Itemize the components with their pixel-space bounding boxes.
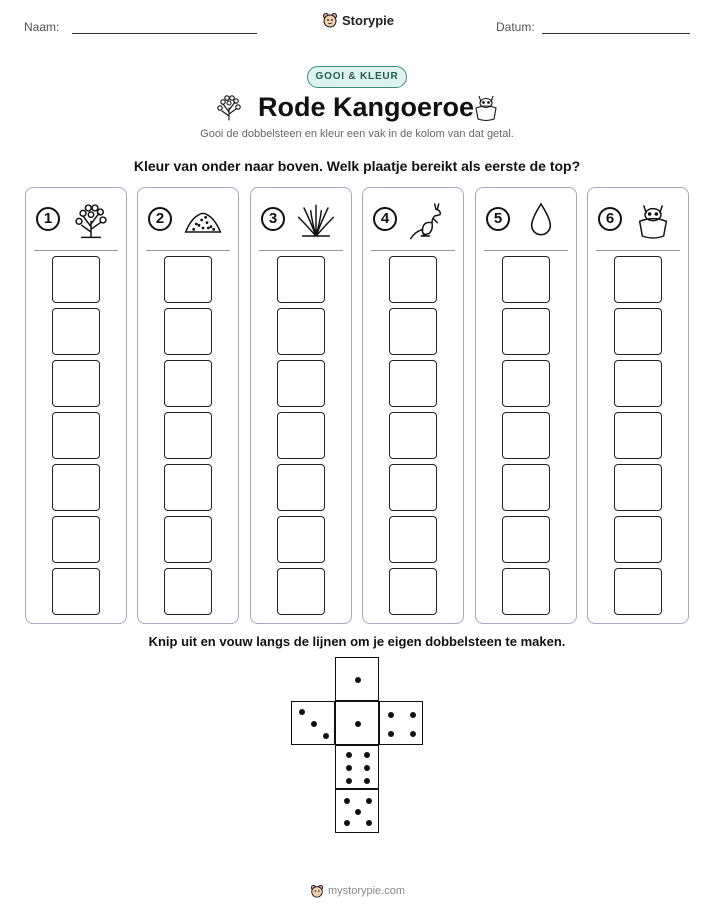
color-cell[interactable] — [277, 412, 325, 459]
color-cell[interactable] — [614, 516, 662, 563]
die-face-4 — [379, 701, 423, 745]
color-cell[interactable] — [614, 256, 662, 303]
die-pip — [346, 778, 352, 784]
bush-icon — [71, 200, 111, 240]
color-cell[interactable] — [389, 360, 437, 407]
column-4 — [362, 187, 464, 624]
column-divider — [484, 250, 568, 251]
column-header — [373, 200, 453, 240]
coloring-instruction: Kleur van onder naar boven. Welk plaatje bereikt als eerste de top? — [133, 158, 581, 174]
die-pip — [346, 765, 352, 771]
column-header — [486, 200, 566, 240]
column-divider — [146, 250, 230, 251]
color-cell[interactable] — [502, 256, 550, 303]
color-cell[interactable] — [52, 360, 100, 407]
column-header — [261, 200, 341, 240]
storypie-mascot-icon — [310, 884, 324, 898]
die-pip — [311, 721, 317, 727]
activity-badge: GOOI & KLEUR — [307, 66, 407, 88]
color-cell[interactable] — [389, 308, 437, 355]
die-pip — [388, 731, 394, 737]
color-cell[interactable] — [277, 360, 325, 407]
grass-tuft-icon — [296, 200, 336, 240]
water-drop-icon — [521, 200, 561, 240]
color-cell[interactable] — [277, 516, 325, 563]
color-cell[interactable] — [502, 516, 550, 563]
color-cell[interactable] — [164, 516, 212, 563]
color-cell[interactable] — [614, 568, 662, 615]
storypie-mascot-icon — [322, 12, 338, 28]
color-cell[interactable] — [52, 568, 100, 615]
die-pip — [410, 712, 416, 718]
date-field-line[interactable] — [542, 33, 690, 34]
color-cell[interactable] — [277, 568, 325, 615]
page-subtitle: Gooi de dobbelsteen en kleur een vak in de kolom van dat getal. — [200, 128, 514, 140]
color-cell[interactable] — [52, 464, 100, 511]
name-label: Naam: — [24, 20, 60, 34]
color-cell[interactable] — [164, 256, 212, 303]
column-number: 5 — [486, 207, 510, 231]
die-pip — [364, 752, 370, 758]
color-cell[interactable] — [614, 412, 662, 459]
column-6 — [587, 187, 689, 624]
kangaroo-icon — [408, 200, 448, 240]
column-number: 4 — [373, 207, 397, 231]
color-cell[interactable] — [502, 308, 550, 355]
column-2 — [137, 187, 239, 624]
column-header — [36, 200, 116, 240]
page-title: Rode Kangoeroe — [258, 92, 475, 122]
color-cell[interactable] — [277, 464, 325, 511]
die-pip — [344, 798, 350, 804]
column-divider — [596, 250, 680, 251]
color-cell[interactable] — [389, 412, 437, 459]
color-cell[interactable] — [164, 464, 212, 511]
bush-icon — [214, 92, 244, 122]
name-field-line[interactable] — [72, 33, 257, 34]
column-number: 3 — [261, 207, 285, 231]
header — [0, 0, 714, 50]
color-cell[interactable] — [52, 256, 100, 303]
column-1 — [25, 187, 127, 624]
column-number: 2 — [148, 207, 172, 231]
color-cell[interactable] — [389, 568, 437, 615]
color-cell[interactable] — [502, 360, 550, 407]
color-cell[interactable] — [614, 360, 662, 407]
title-row — [0, 92, 714, 124]
color-cell[interactable] — [52, 516, 100, 563]
color-cell[interactable] — [389, 464, 437, 511]
die-pip — [364, 778, 370, 784]
color-cell[interactable] — [52, 412, 100, 459]
column-5 — [475, 187, 577, 624]
die-pip — [355, 809, 361, 815]
die-pip — [366, 820, 372, 826]
die-pip — [346, 752, 352, 758]
die-face-1 — [335, 657, 379, 701]
color-cell[interactable] — [614, 464, 662, 511]
color-cell[interactable] — [164, 412, 212, 459]
color-cell[interactable] — [389, 516, 437, 563]
column-number: 1 — [36, 207, 60, 231]
joey-pouch-icon — [472, 92, 500, 122]
brand-name: Storypie — [342, 12, 395, 28]
footer-url: mystorypie.com — [328, 885, 406, 897]
brand-logo — [322, 12, 394, 28]
column-header — [148, 200, 228, 240]
die-face-6 — [335, 745, 379, 789]
footer — [310, 884, 405, 898]
die-pip — [299, 709, 305, 715]
die-pip — [410, 731, 416, 737]
column-number: 6 — [598, 207, 622, 231]
color-cell[interactable] — [502, 568, 550, 615]
date-label: Datum: — [496, 20, 535, 34]
die-pip — [355, 721, 361, 727]
color-cell[interactable] — [502, 412, 550, 459]
color-cell[interactable] — [52, 308, 100, 355]
die-face-5 — [335, 789, 379, 833]
die-pip — [366, 798, 372, 804]
column-divider — [34, 250, 118, 251]
color-cell[interactable] — [389, 256, 437, 303]
column-3 — [250, 187, 352, 624]
die-face-1 — [335, 701, 379, 745]
die-pip — [364, 765, 370, 771]
color-cell[interactable] — [277, 308, 325, 355]
die-face-3 — [291, 701, 335, 745]
color-cell[interactable] — [502, 464, 550, 511]
sand-pile-icon — [183, 200, 223, 240]
color-cell[interactable] — [277, 256, 325, 303]
color-cell[interactable] — [164, 360, 212, 407]
die-pip — [323, 733, 329, 739]
column-divider — [371, 250, 455, 251]
column-divider — [259, 250, 343, 251]
die-pip — [344, 820, 350, 826]
column-header — [598, 200, 678, 240]
joey-pouch-icon — [633, 200, 673, 240]
die-pip — [355, 677, 361, 683]
color-cell[interactable] — [164, 308, 212, 355]
color-cell[interactable] — [164, 568, 212, 615]
cut-instruction: Knip uit en vouw langs de lijnen om je eigen dobbelsteen te maken. — [148, 634, 566, 649]
color-cell[interactable] — [614, 308, 662, 355]
die-pip — [388, 712, 394, 718]
